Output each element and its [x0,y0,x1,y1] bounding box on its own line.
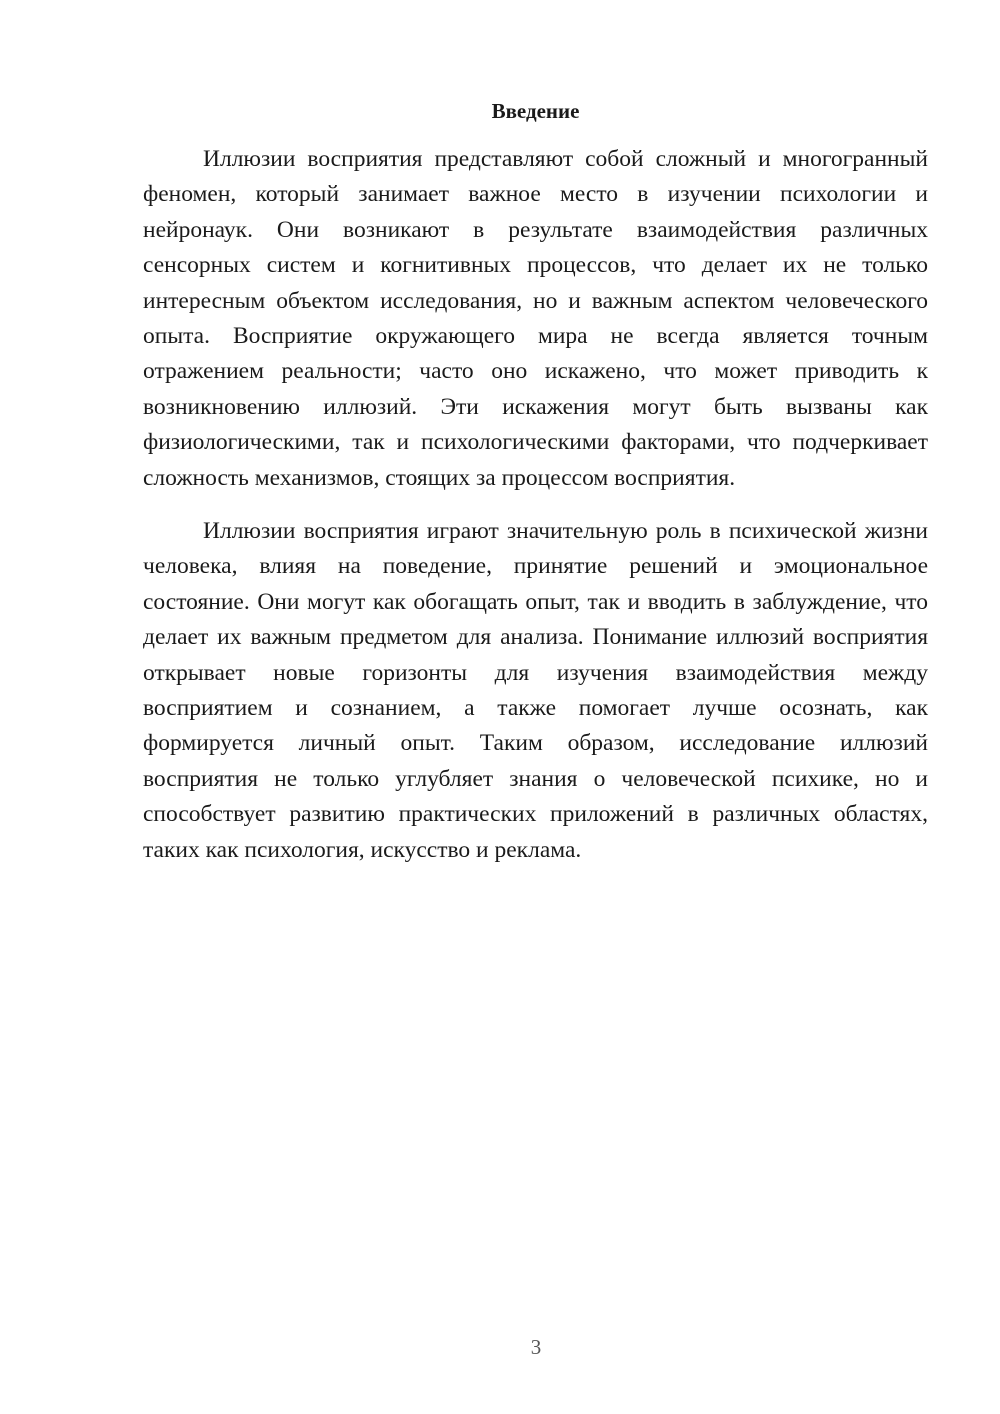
paragraph-role: Иллюзии восприятия играют значительную роль в психической жизни человека, влияя на поведение, принятие решений и эмоциональное состояние. Они могут как обогащать опыт, так и вводить в заблуждение, что делает их важным предметом для анализа. Понимание иллюзий восприятия открывает новые горизонты для изучения взаимодействия между восприятием и сознанием, а также помогает лучше осознать, как формируется личный опыт. Таким образом, исследование иллюзий восприятия не только углубляет знания о человеческой психике, но и способствует развитию практических приложений в различных областях, таких как психология, искусство и реклама. [143,518,928,863]
section-heading: Введение [491,99,580,123]
paragraph-intro: Иллюзии восприятия представляют собой сложный и многогранный феномен, который занимает важное место в изучении психологии и нейронаук. Они возникают в результате взаимодействия различных сенсорных систем и когнитивных процессов, что делает их не только интересным объектом исследования, но и важным аспектом человеческого опыта. Восприятие окружающего мира не всегда является точным отражением реальности; часто оно искажено, что может приводить к возникновению иллюзий. Эти искажения могут быть вызваны как физиологическими, так и психологическими факторами, что подчеркивает сложность механизмов, стоящих за процессом восприятия. [143,146,928,491]
page-number: 3 [530,1335,542,1359]
